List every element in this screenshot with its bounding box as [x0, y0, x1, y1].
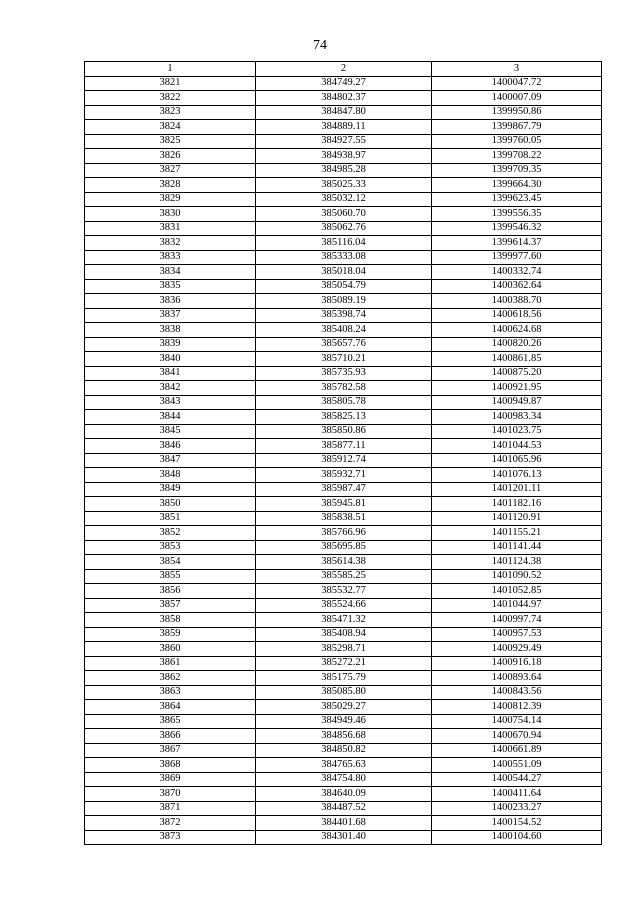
- point-number-cell: 3848: [85, 468, 256, 483]
- point-number-cell: 3837: [85, 308, 256, 323]
- y-coordinate-cell: 1401044.53: [432, 439, 602, 454]
- x-coordinate-cell: 384487.52: [256, 801, 432, 816]
- y-coordinate-cell: 1401141.44: [432, 540, 602, 555]
- x-coordinate-cell: 385175.79: [256, 671, 432, 686]
- point-number-cell: 3853: [85, 540, 256, 555]
- table-row: [85, 468, 602, 483]
- y-coordinate-cell: 1400007.09: [432, 91, 602, 106]
- point-number-cell: 3838: [85, 323, 256, 338]
- table-row: [85, 250, 602, 265]
- x-coordinate-cell: 385766.96: [256, 526, 432, 541]
- x-coordinate-cell: 384749.27: [256, 76, 432, 91]
- y-coordinate-cell: 1399556.35: [432, 207, 602, 222]
- table-row: [85, 613, 602, 628]
- y-coordinate-cell: 1399950.86: [432, 105, 602, 120]
- table-row: [85, 192, 602, 207]
- point-number-cell: 3863: [85, 685, 256, 700]
- y-coordinate-cell: 1400812.39: [432, 700, 602, 715]
- point-number-cell: 3869: [85, 772, 256, 787]
- x-coordinate-cell: 385932.71: [256, 468, 432, 483]
- table-row: [85, 671, 602, 686]
- table-row: [85, 729, 602, 744]
- table-row: [85, 743, 602, 758]
- point-number-cell: 3832: [85, 236, 256, 251]
- table-row: [85, 76, 602, 91]
- point-number-cell: 3865: [85, 714, 256, 729]
- y-coordinate-cell: 1399977.60: [432, 250, 602, 265]
- y-coordinate-cell: 1400921.95: [432, 381, 602, 396]
- point-number-cell: 3830: [85, 207, 256, 222]
- table-row: [85, 424, 602, 439]
- y-coordinate-cell: 1400624.68: [432, 323, 602, 338]
- point-number-cell: 3857: [85, 598, 256, 613]
- table-row: [85, 163, 602, 178]
- point-number-cell: 3862: [85, 671, 256, 686]
- x-coordinate-cell: 384754.80: [256, 772, 432, 787]
- point-number-cell: 3833: [85, 250, 256, 265]
- y-coordinate-cell: 1400544.27: [432, 772, 602, 787]
- table-row: [85, 439, 602, 454]
- x-coordinate-cell: 385532.77: [256, 584, 432, 599]
- y-coordinate-cell: 1400983.34: [432, 410, 602, 425]
- table-row: [85, 178, 602, 193]
- y-coordinate-cell: 1400843.56: [432, 685, 602, 700]
- x-coordinate-cell: 385695.85: [256, 540, 432, 555]
- point-number-cell: 3854: [85, 555, 256, 570]
- point-number-cell: 3852: [85, 526, 256, 541]
- y-coordinate-cell: 1400820.26: [432, 337, 602, 352]
- table-row: [85, 207, 602, 222]
- point-number-cell: 3864: [85, 700, 256, 715]
- x-coordinate-cell: 384856.68: [256, 729, 432, 744]
- y-coordinate-cell: 1400949.87: [432, 395, 602, 410]
- x-coordinate-cell: 385333.08: [256, 250, 432, 265]
- table-row: [85, 772, 602, 787]
- coordinates-table: [84, 61, 602, 845]
- x-coordinate-cell: 385912.74: [256, 453, 432, 468]
- x-coordinate-cell: 384949.46: [256, 714, 432, 729]
- point-number-cell: 3870: [85, 787, 256, 802]
- y-coordinate-cell: 1400929.49: [432, 642, 602, 657]
- x-coordinate-cell: 384847.80: [256, 105, 432, 120]
- point-number-cell: 3866: [85, 729, 256, 744]
- x-coordinate-cell: 385614.38: [256, 555, 432, 570]
- point-number-cell: 3839: [85, 337, 256, 352]
- table-row: [85, 801, 602, 816]
- x-coordinate-cell: 385710.21: [256, 352, 432, 367]
- point-number-cell: 3829: [85, 192, 256, 207]
- table-row: [85, 685, 602, 700]
- point-number-cell: 3828: [85, 178, 256, 193]
- table-row: [85, 366, 602, 381]
- table-header-row: [85, 62, 602, 77]
- table-row: [85, 497, 602, 512]
- table-row: [85, 816, 602, 831]
- y-coordinate-cell: 1400154.52: [432, 816, 602, 831]
- point-number-cell: 3856: [85, 584, 256, 599]
- point-number-cell: 3868: [85, 758, 256, 773]
- y-coordinate-cell: 1401124.38: [432, 555, 602, 570]
- table-row: [85, 381, 602, 396]
- y-coordinate-cell: 1400661.89: [432, 743, 602, 758]
- point-number-cell: 3835: [85, 279, 256, 294]
- table-row: [85, 787, 602, 802]
- y-coordinate-cell: 1399709.35: [432, 163, 602, 178]
- table-row: [85, 511, 602, 526]
- x-coordinate-cell: 385987.47: [256, 482, 432, 497]
- y-coordinate-cell: 1400233.27: [432, 801, 602, 816]
- x-coordinate-cell: 385782.58: [256, 381, 432, 396]
- table-row: [85, 453, 602, 468]
- table-row: [85, 700, 602, 715]
- x-coordinate-cell: 385735.93: [256, 366, 432, 381]
- y-coordinate-cell: 1400104.60: [432, 830, 602, 845]
- y-coordinate-cell: 1401120.91: [432, 511, 602, 526]
- point-number-cell: 3822: [85, 91, 256, 106]
- y-coordinate-cell: 1399760.05: [432, 134, 602, 149]
- x-coordinate-cell: 385524.66: [256, 598, 432, 613]
- point-number-cell: 3861: [85, 656, 256, 671]
- y-coordinate-cell: 1399664.30: [432, 178, 602, 193]
- y-coordinate-cell: 1400047.72: [432, 76, 602, 91]
- x-coordinate-cell: 385850.86: [256, 424, 432, 439]
- x-coordinate-cell: 385272.21: [256, 656, 432, 671]
- point-number-cell: 3847: [85, 453, 256, 468]
- x-coordinate-cell: 384927.55: [256, 134, 432, 149]
- point-number-cell: 3821: [85, 76, 256, 91]
- point-number-cell: 3836: [85, 294, 256, 309]
- x-coordinate-cell: 384850.82: [256, 743, 432, 758]
- x-coordinate-cell: 384985.28: [256, 163, 432, 178]
- x-coordinate-cell: 385408.94: [256, 627, 432, 642]
- x-coordinate-cell: 385298.71: [256, 642, 432, 657]
- column-header-1: 1: [85, 62, 256, 77]
- x-coordinate-cell: 385657.76: [256, 337, 432, 352]
- table-row: [85, 714, 602, 729]
- x-coordinate-cell: 385062.76: [256, 221, 432, 236]
- table-row: [85, 584, 602, 599]
- table-row: [85, 642, 602, 657]
- y-coordinate-cell: 1400618.56: [432, 308, 602, 323]
- y-coordinate-cell: 1400957.53: [432, 627, 602, 642]
- table-row: [85, 758, 602, 773]
- point-number-cell: 3842: [85, 381, 256, 396]
- x-coordinate-cell: 385018.04: [256, 265, 432, 280]
- point-number-cell: 3845: [85, 424, 256, 439]
- x-coordinate-cell: 385398.74: [256, 308, 432, 323]
- table-row: [85, 149, 602, 164]
- table-row: [85, 91, 602, 106]
- table-row: [85, 526, 602, 541]
- point-number-cell: 3846: [85, 439, 256, 454]
- y-coordinate-cell: 1400997.74: [432, 613, 602, 628]
- point-number-cell: 3844: [85, 410, 256, 425]
- y-coordinate-cell: 1400893.64: [432, 671, 602, 686]
- y-coordinate-cell: 1401201.11: [432, 482, 602, 497]
- point-number-cell: 3858: [85, 613, 256, 628]
- x-coordinate-cell: 385877.11: [256, 439, 432, 454]
- table-row: [85, 555, 602, 570]
- x-coordinate-cell: 385408.24: [256, 323, 432, 338]
- table-row: [85, 279, 602, 294]
- x-coordinate-cell: 385471.32: [256, 613, 432, 628]
- y-coordinate-cell: 1400754.14: [432, 714, 602, 729]
- table-row: [85, 352, 602, 367]
- y-coordinate-cell: 1401182.16: [432, 497, 602, 512]
- point-number-cell: 3855: [85, 569, 256, 584]
- point-number-cell: 3867: [85, 743, 256, 758]
- point-number-cell: 3840: [85, 352, 256, 367]
- table-row: [85, 134, 602, 149]
- point-number-cell: 3872: [85, 816, 256, 831]
- x-coordinate-cell: 384802.37: [256, 91, 432, 106]
- point-number-cell: 3850: [85, 497, 256, 512]
- y-coordinate-cell: 1401090.52: [432, 569, 602, 584]
- y-coordinate-cell: 1401052.85: [432, 584, 602, 599]
- y-coordinate-cell: 1401065.96: [432, 453, 602, 468]
- y-coordinate-cell: 1401023.75: [432, 424, 602, 439]
- point-number-cell: 3860: [85, 642, 256, 657]
- table-row: [85, 540, 602, 555]
- table-row: [85, 105, 602, 120]
- y-coordinate-cell: 1399546.32: [432, 221, 602, 236]
- table-row: [85, 236, 602, 251]
- table-row: [85, 395, 602, 410]
- y-coordinate-cell: 1400332.74: [432, 265, 602, 280]
- x-coordinate-cell: 385085.80: [256, 685, 432, 700]
- point-number-cell: 3827: [85, 163, 256, 178]
- x-coordinate-cell: 385032.12: [256, 192, 432, 207]
- x-coordinate-cell: 384889.11: [256, 120, 432, 135]
- point-number-cell: 3851: [85, 511, 256, 526]
- table-row: [85, 120, 602, 135]
- y-coordinate-cell: 1401076.13: [432, 468, 602, 483]
- y-coordinate-cell: 1400388.70: [432, 294, 602, 309]
- table-row: [85, 221, 602, 236]
- y-coordinate-cell: 1400875.20: [432, 366, 602, 381]
- table-row: [85, 410, 602, 425]
- y-coordinate-cell: 1400916.18: [432, 656, 602, 671]
- table-row: [85, 294, 602, 309]
- x-coordinate-cell: 385054.79: [256, 279, 432, 294]
- x-coordinate-cell: 385025.33: [256, 178, 432, 193]
- table-row: [85, 598, 602, 613]
- page-number: 74: [313, 38, 327, 53]
- x-coordinate-cell: 385825.13: [256, 410, 432, 425]
- table-row: [85, 482, 602, 497]
- point-number-cell: 3843: [85, 395, 256, 410]
- table-row: [85, 830, 602, 845]
- y-coordinate-cell: 1401155.21: [432, 526, 602, 541]
- point-number-cell: 3841: [85, 366, 256, 381]
- y-coordinate-cell: 1400411.64: [432, 787, 602, 802]
- x-coordinate-cell: 385029.27: [256, 700, 432, 715]
- point-number-cell: 3826: [85, 149, 256, 164]
- y-coordinate-cell: 1400861.85: [432, 352, 602, 367]
- point-number-cell: 3859: [85, 627, 256, 642]
- point-number-cell: 3831: [85, 221, 256, 236]
- y-coordinate-cell: 1399708.22: [432, 149, 602, 164]
- table-row: [85, 265, 602, 280]
- y-coordinate-cell: 1400670.94: [432, 729, 602, 744]
- y-coordinate-cell: 1401044.97: [432, 598, 602, 613]
- point-number-cell: 3825: [85, 134, 256, 149]
- x-coordinate-cell: 384938.97: [256, 149, 432, 164]
- table-body: [85, 76, 602, 845]
- column-header-2: 2: [256, 62, 432, 77]
- table-row: [85, 656, 602, 671]
- x-coordinate-cell: 385089.19: [256, 294, 432, 309]
- x-coordinate-cell: 385838.51: [256, 511, 432, 526]
- y-coordinate-cell: 1399614.37: [432, 236, 602, 251]
- x-coordinate-cell: 385116.04: [256, 236, 432, 251]
- y-coordinate-cell: 1399867.79: [432, 120, 602, 135]
- column-header-3: 3: [432, 62, 602, 77]
- table-row: [85, 569, 602, 584]
- x-coordinate-cell: 384301.40: [256, 830, 432, 845]
- x-coordinate-cell: 385945.81: [256, 497, 432, 512]
- x-coordinate-cell: 385585.25: [256, 569, 432, 584]
- point-number-cell: 3871: [85, 801, 256, 816]
- table-row: [85, 323, 602, 338]
- y-coordinate-cell: 1399623.45: [432, 192, 602, 207]
- x-coordinate-cell: 385060.70: [256, 207, 432, 222]
- table-row: [85, 308, 602, 323]
- y-coordinate-cell: 1400551.09: [432, 758, 602, 773]
- point-number-cell: 3823: [85, 105, 256, 120]
- table-row: [85, 337, 602, 352]
- point-number-cell: 3834: [85, 265, 256, 280]
- x-coordinate-cell: 384765.63: [256, 758, 432, 773]
- x-coordinate-cell: 385805.78: [256, 395, 432, 410]
- y-coordinate-cell: 1400362.64: [432, 279, 602, 294]
- point-number-cell: 3824: [85, 120, 256, 135]
- point-number-cell: 3849: [85, 482, 256, 497]
- point-number-cell: 3873: [85, 830, 256, 845]
- x-coordinate-cell: 384401.68: [256, 816, 432, 831]
- table-row: [85, 627, 602, 642]
- x-coordinate-cell: 384640.09: [256, 787, 432, 802]
